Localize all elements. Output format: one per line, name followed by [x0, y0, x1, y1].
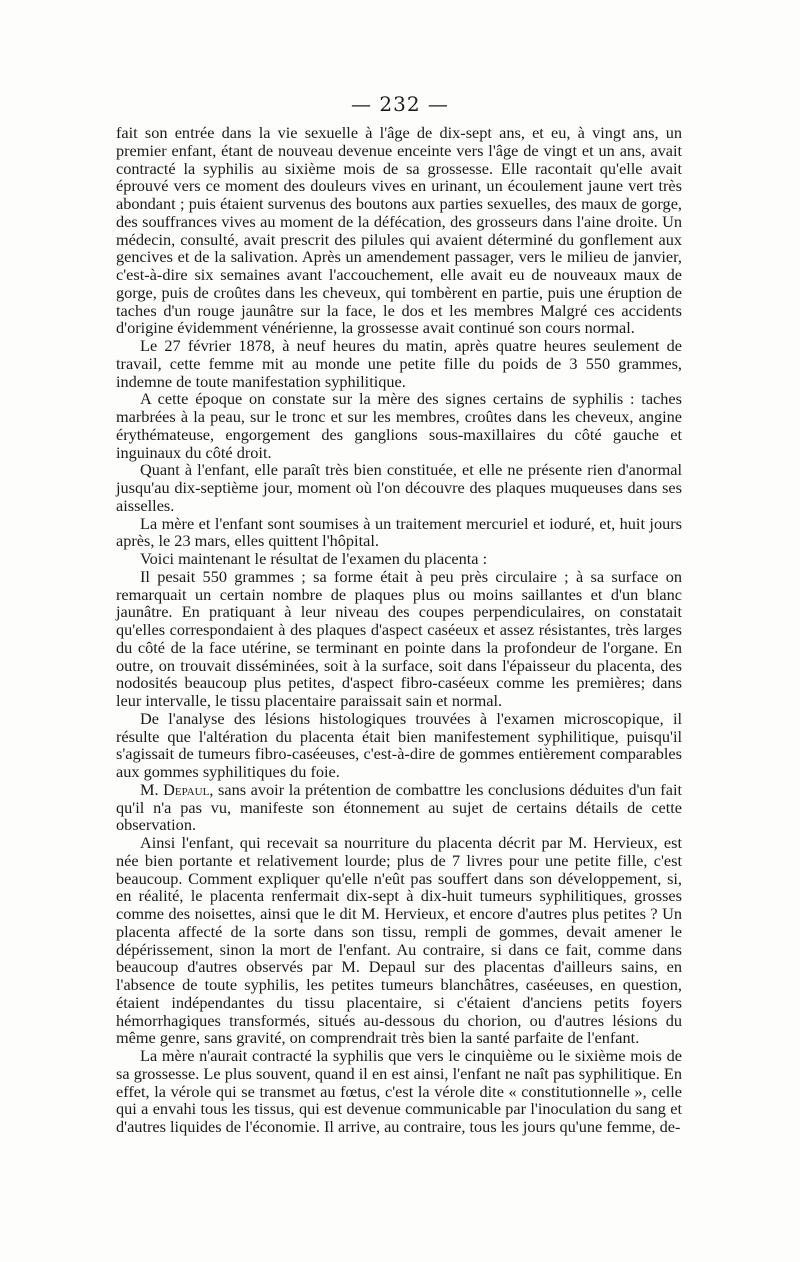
author-name: M. Depaul, — [140, 779, 214, 799]
paragraph-10: Ainsi l'enfant, qui recevait sa nourriture du placenta décrit par M. Hervieux, est née bien portante et relativement lourde; plus de 7 livres pour une petite fille, c'est beaucoup. Comment expliquer qu'elle n'eût pas souffert dans son développement, si, en réalité, le placenta renfermait dix-sept à dix-huit tumeurs syphilitiques, grosses comme des noisettes, ainsi que le dit M. Hervieux, et encore d'autres plus petites ? Un placenta affecté de la sorte dans son tissu, rempli de gommes, devait amener le dépérissement, sinon la mort de l'enfant. Au contraire, si dans ce fait, comme dans beaucoup d'autres observés par M. Depaul sur des placentas d'ailleurs sains, en l'absence de toute syphilis, les petites tumeurs blanchâtres, caséeuses, en question, étaient indépendantes du tissu placentaire, si c'étaient d'anciens petits foyers hémorrhagiques transformés, situés au-dessous du chorion, ou d'autres lésions du même genre, sans gravité, on comprendrait très bien la santé parfaite de l'enfant. — [116, 833, 682, 1048]
paragraph-7: Il pesait 550 grammes ; sa forme était à peu près circulaire ; à sa surface on remarquait un certain nombre de plaques plus ou moins saillantes et d'un blanc jaunâtre. En pratiquant à leur niveau des coupes perpendiculaires, on constatait qu'elles correspondaient à des plaques d'aspect caséeux et assez résistantes, très larges du côté de la face utérine, se terminant en pointe dans la profondeur de l'organe. En outre, on trouvait disséminées, soit à la surface, soit dans l'épaisseur du placenta, des nodosités beaucoup plus petites, d'aspect fibro-caséeux comme les premières; dans leur intervalle, le tissu placentaire paraissait sain et normal. — [116, 566, 682, 710]
paragraph-2: Le 27 février 1878, à neuf heures du matin, après quatre heures seulement de travail, cette femme mit au monde une petite fille du poids de 3 550 grammes, indemne de toute manifestation syphilitique. — [116, 336, 682, 391]
paragraph-9-text: sans avoir la prétention de combattre les conclusions déduites d'un fait qu'il n'a pas vu, manifeste son étonnement au sujet de certains détails de cette observation. — [116, 779, 682, 835]
page-number: — 232 — — [351, 92, 449, 116]
paragraph-1: fait son entrée dans la vie sexuelle à l'âge de dix-sept ans, et eu, à vingt ans, un premier enfant, étant de nouveau devenue enceinte vers l'âge de vingt et un ans, avait contracté la syphilis au sixième mois de sa grossesse. Elle racontait qu'elle avait éprouvé vers ce moment des douleurs vives en urinant, un écoulement jaune vert très abondant ; puis étaient survenus des boutons aux parties sexuelles, des maux de gorge, des souffrances vives au moment de la défécation, des grosseurs dans l'aine droite. Un médecin, consulté, avait prescrit des pilules qui avaient déterminé du gonflement aux gencives et de la salivation. Après un amendement passager, vers le milieu de janvier, c'est-à-dire six semaines avant l'accouchement, elle avait eu de nouveaux maux de gorge, puis de croûtes dans les cheveux, qui tombèrent en partie, puis une éruption de taches d'un rouge jaunâtre sur la face, le dos et les membres Malgré ces accidents d'origine évidemment vénérienne, la grossesse avait continué son cours normal. — [116, 123, 682, 338]
paragraph-6: Voici maintenant le résultat de l'examen du placenta : — [140, 549, 488, 568]
paragraph-3: A cette époque on constate sur la mère des signes certains de syphilis : taches marbrées à la peau, sur le tronc et sur les membres, croûtes dans les cheveux, angine érythémateuse, engorgement des ganglions sous-maxillaires du côté gauche et inguinaux du côté droit. — [116, 389, 682, 462]
paragraph-5: La mère et l'enfant sont soumises à un traitement mercuriel et ioduré, et, huit jours après, le 23 mars, elles quittent l'hôpital. — [116, 513, 682, 551]
body-text — [116, 124, 682, 1136]
paragraph-9 — [116, 781, 682, 834]
paragraph-4: Quant à l'enfant, elle paraît très bien constituée, et elle ne présente rien d'anormal jusqu'au dix-septième jour, moment où l'on découvre des plaques muqueuses dans ses aisselles. — [116, 460, 682, 515]
paragraph-8: De l'analyse des lésions histologiques trouvées à l'examen microscopique, il résulte que l'altération du placenta était bien manifestement syphilitique, puisqu'il s'agissait de tumeurs fibro-caséeuses, c'est-à-dire de gommes entièrement comparables aux gommes syphilitiques du foie. — [116, 708, 682, 781]
paragraph-11: La mère n'aurait contracté la syphilis que vers le cinquième ou le sixième mois de sa grossesse. Le plus souvent, quand il en est ainsi, l'enfant ne naît pas syphilitique. En effet, la vérole qui se transmet au fœtus, c'est la vérole dite « constitutionnelle », celle qui a envahi tous les tissus, qui est devenue communicable par l'inoculation du sang et d'autres liquides de l'économie. Il arrive, au contraire, tous les jours qu'une femme, de- — [116, 1046, 682, 1136]
